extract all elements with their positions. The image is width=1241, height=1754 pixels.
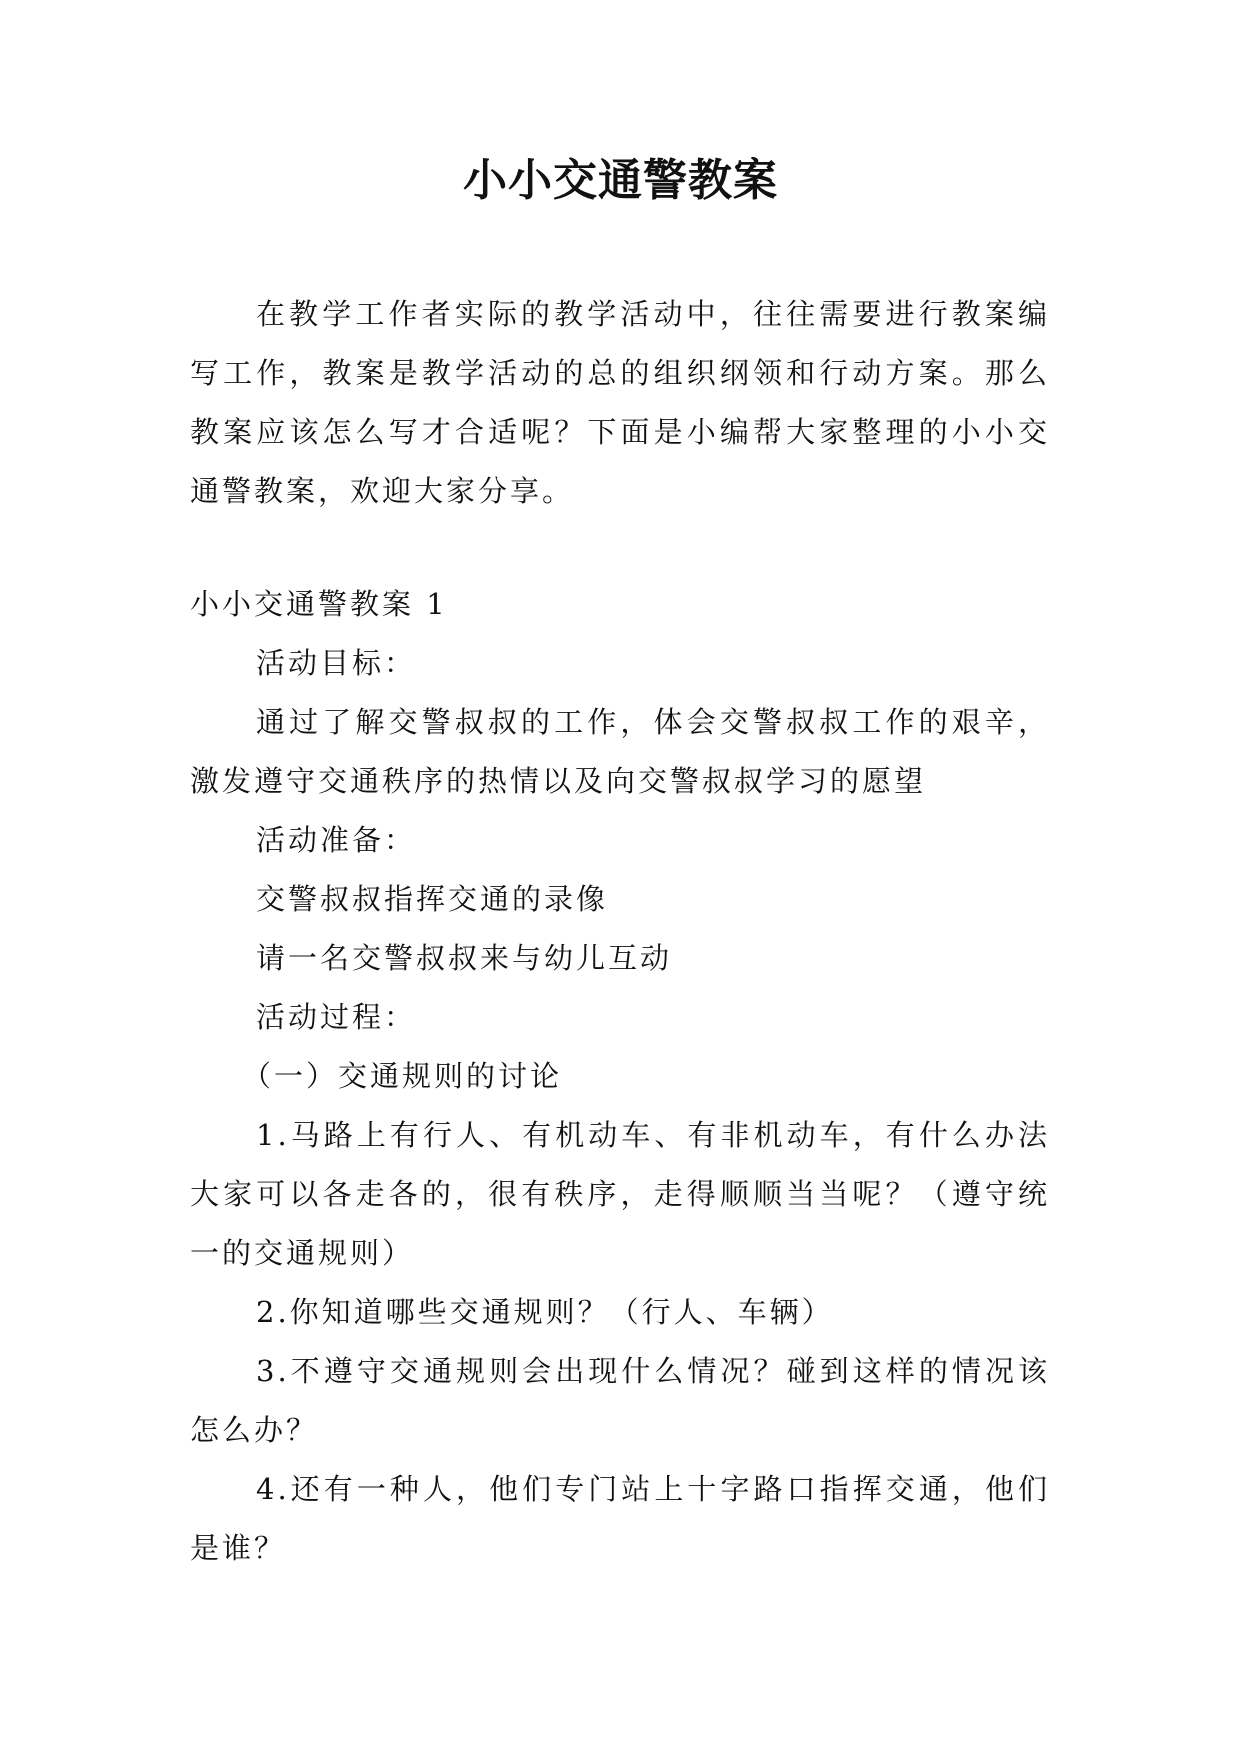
discussion-question: 1.马路上有行人、有机动车、有非机动车，有什么办法大家可以各走各的，很有秩序，走得顺顺当当呢？（遵守统一的交通规则） — [190, 1118, 1050, 1270]
lesson-plan-content — [190, 575, 1050, 1578]
discussion-question: 4.还有一种人，他们专门站上十字路口指挥交通，他们是谁？ — [190, 1472, 1050, 1565]
goal-text: 通过了解交警叔叔的工作，体会交警叔叔工作的艰辛，激发遵守交通秩序的热情以及向交警叔叔学习的愿望 — [190, 705, 1050, 798]
prep-item: 请一名交警叔叔来与幼儿互动 — [256, 941, 673, 975]
discussion-question: 3.不遵守交通规则会出现什么情况？碰到这样的情况该怎么办？ — [190, 1354, 1050, 1447]
goal-label: 活动目标： — [256, 646, 417, 680]
prep-item: 交警叔叔指挥交通的录像 — [256, 882, 609, 916]
prep-label: 活动准备： — [256, 823, 417, 857]
document-title: 小小交通警教案 — [463, 155, 778, 206]
intro-paragraph: 在教学工作者实际的教学活动中，往往需要进行教案编写工作，教案是教学活动的总的组织纲领和行动方案。那么教案应该怎么写才合适呢？下面是小编帮大家整理的小小交通警教案，欢迎大家分享。 — [190, 297, 1050, 508]
section-heading: 小小交通警教案 1 — [190, 587, 448, 621]
intro-block — [190, 285, 1050, 521]
process-subheading: （一）交通规则的讨论 — [242, 1059, 563, 1093]
process-label: 活动过程： — [256, 1000, 417, 1034]
discussion-question: 2.你知道哪些交通规则？（行人、车辆） — [256, 1295, 834, 1329]
